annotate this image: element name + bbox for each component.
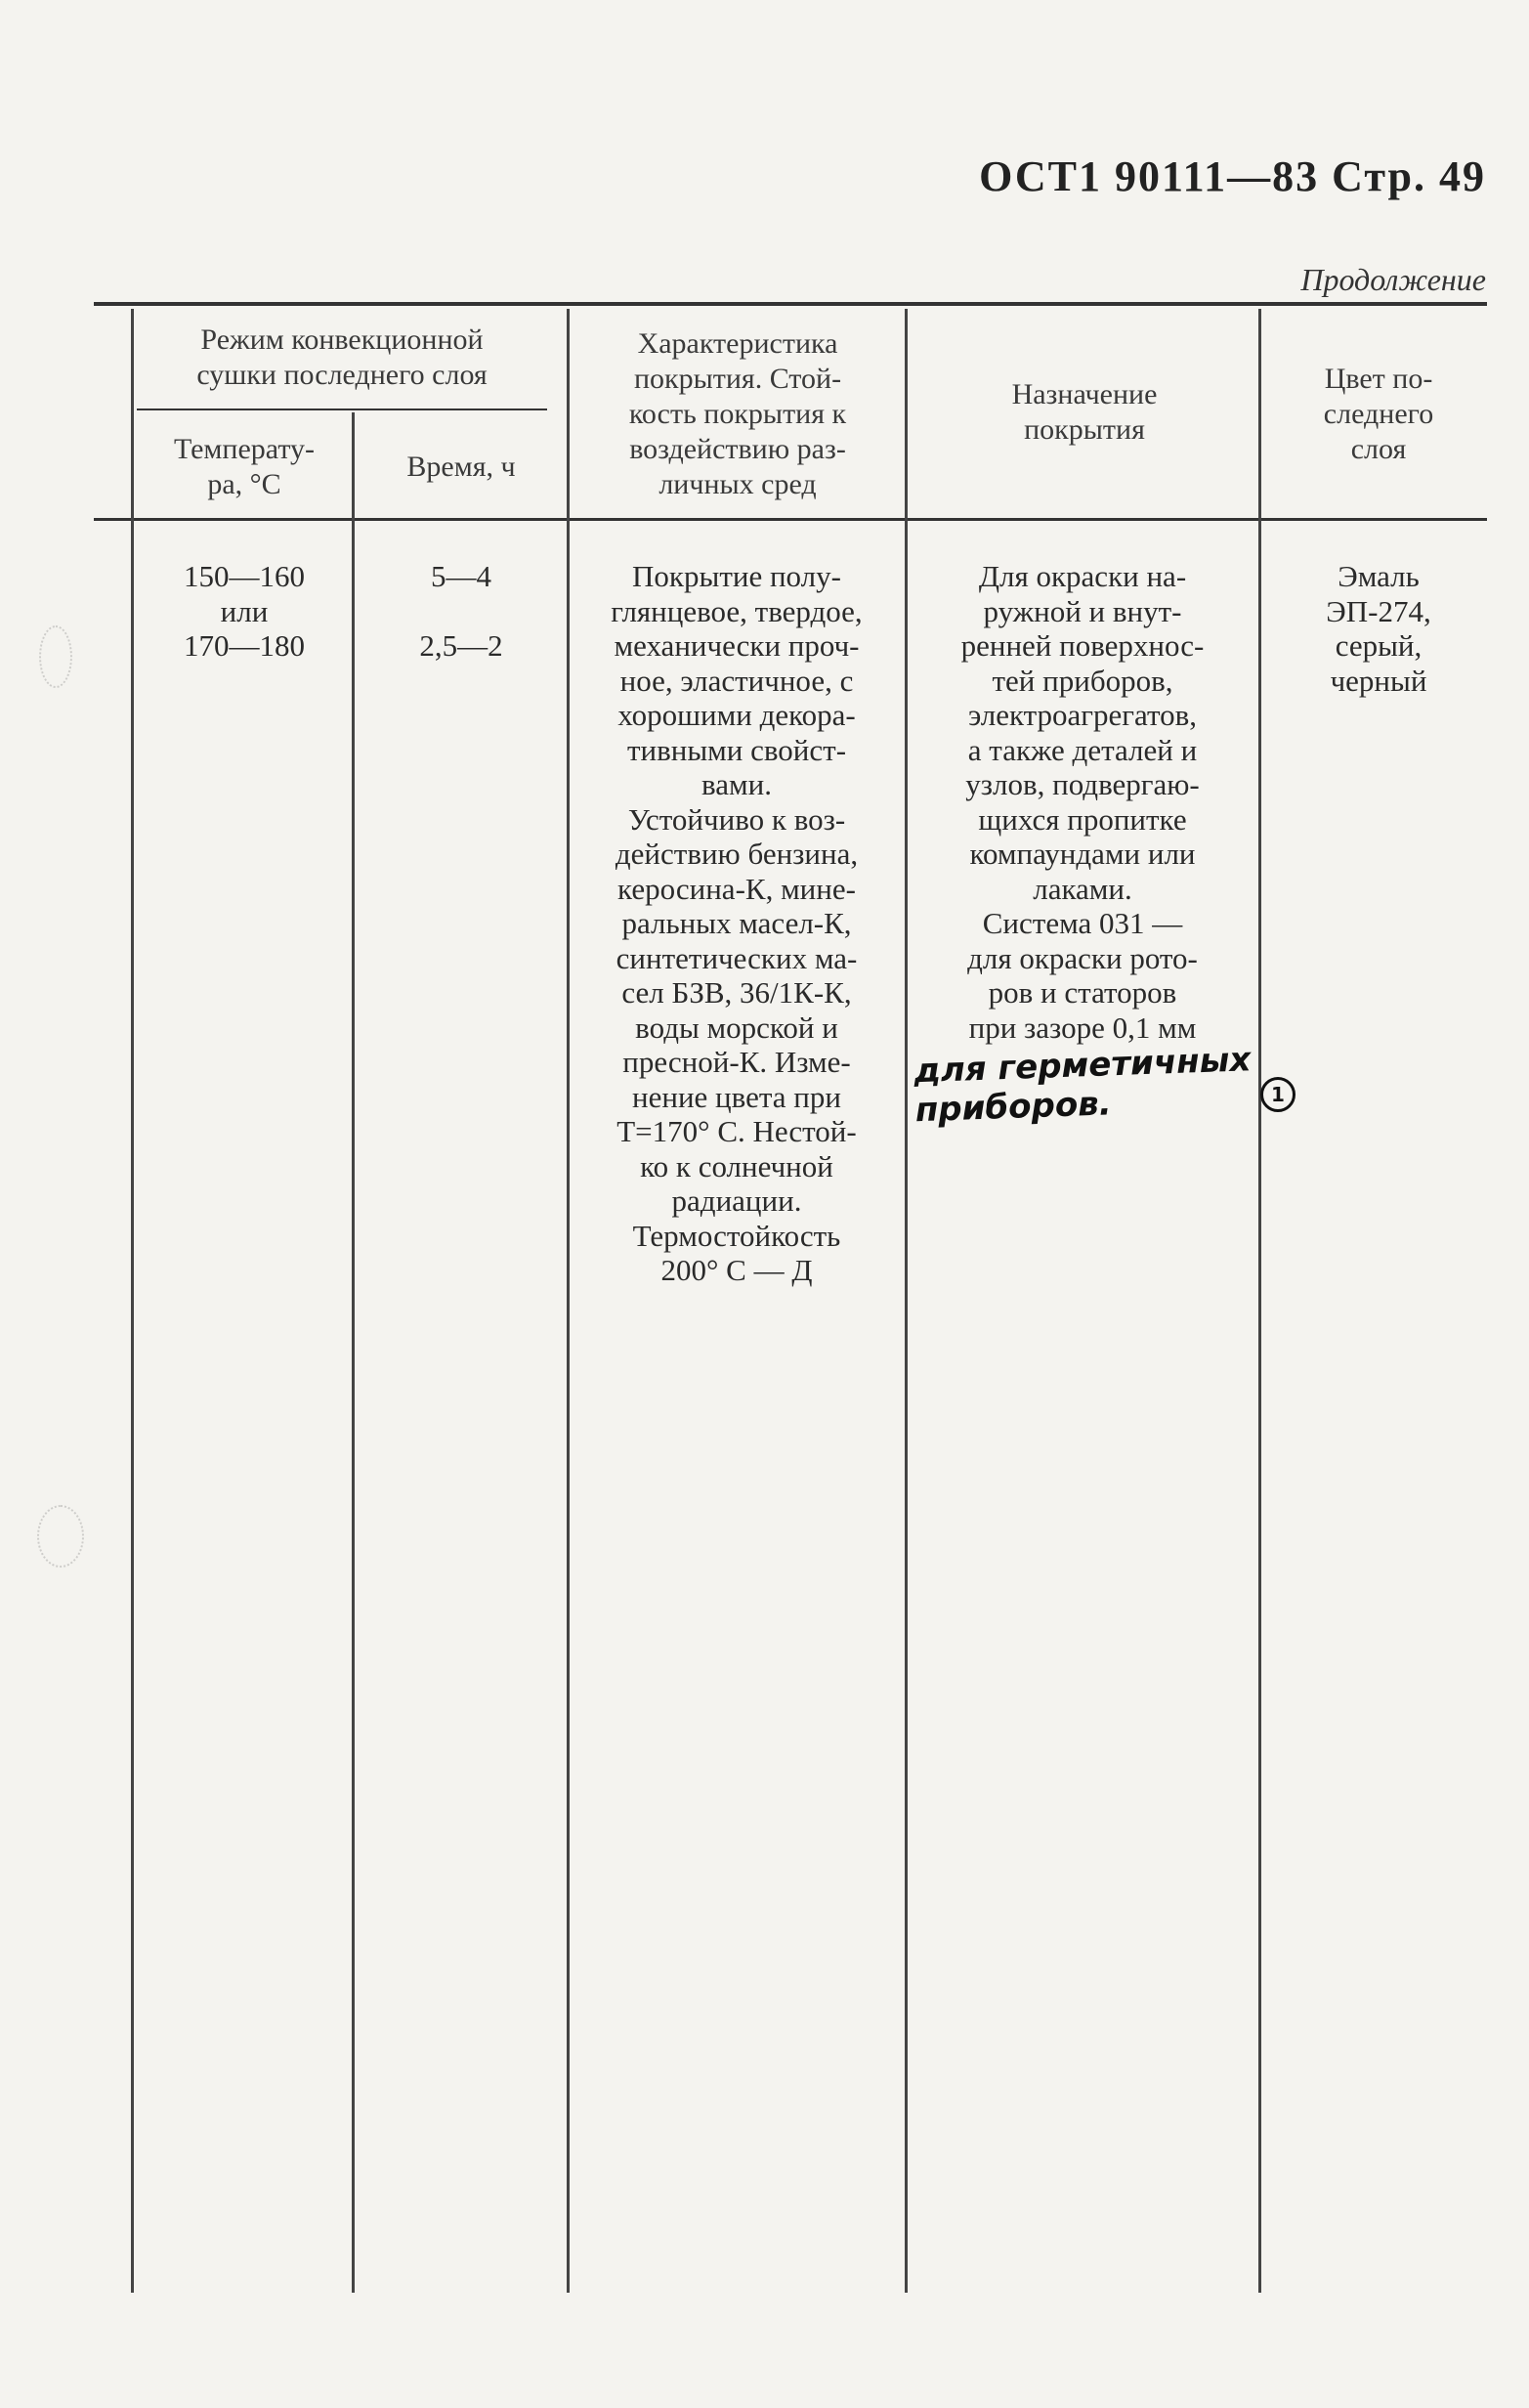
characteristic-line: действию бензина,	[615, 837, 859, 871]
characteristic-line: тивными свойст-	[626, 732, 847, 767]
characteristic-line: механически проч-	[614, 628, 860, 663]
color-line: серый,	[1335, 628, 1423, 663]
cell-temperature	[137, 559, 352, 664]
characteristic-line: Т=170° С. Нестой-	[616, 1114, 857, 1148]
purpose-line: лаками.	[1033, 871, 1132, 906]
purpose-line: электроагрегатов,	[968, 698, 1197, 732]
header-bottom-rule	[94, 518, 1487, 521]
header-drying-mode-line: сушки последнего слоя	[196, 359, 488, 391]
color-line: ЭП-274,	[1326, 593, 1431, 628]
header-purpose	[911, 377, 1258, 448]
characteristic-line: радиации.	[671, 1183, 802, 1218]
cell-time-line: 5—4	[431, 559, 491, 593]
scan-smudge	[37, 1505, 84, 1568]
drying-mode-subheader-rule	[137, 408, 547, 410]
header-characteristic	[572, 326, 904, 502]
cell-temperature-line: 150—160	[184, 559, 305, 593]
characteristic-line: Покрытие полу-	[632, 559, 841, 593]
purpose-line: ружной и внут-	[983, 593, 1182, 628]
column-rule-time-characteristic	[567, 309, 570, 2293]
header-characteristic-line: воздействию раз-	[629, 433, 846, 465]
header-time: Время, ч	[406, 451, 516, 483]
characteristic-line: Устойчиво к воз-	[627, 801, 846, 837]
purpose-line: компаундами или	[969, 837, 1196, 871]
color-line: Эмаль	[1338, 559, 1420, 593]
characteristic-line: сел БЗВ, 36/1К-К,	[621, 975, 852, 1010]
characteristic-line: хорошими декора-	[617, 698, 856, 732]
header-characteristic-line: покрытия. Стой-	[633, 363, 842, 395]
header-temperature-line: ра, °С	[207, 468, 281, 500]
cell-temperature-line: 170—180	[184, 628, 305, 663]
characteristic-line: воды морской и	[635, 1010, 838, 1045]
purpose-line: для окраски рото-	[967, 940, 1198, 975]
cell-characteristic	[573, 559, 901, 1288]
table-top-rule	[94, 302, 1487, 306]
header-drying-mode-line: Режим конвекционной	[200, 323, 484, 356]
characteristic-line: ральных масел-К,	[621, 906, 852, 940]
cell-temperature-line: или	[220, 593, 269, 628]
column-rule-temp-time	[352, 412, 355, 2293]
header-characteristic-line: кость покрытия к	[628, 398, 847, 430]
characteristic-line: Термостойкость	[632, 1218, 841, 1253]
header-temperature-line: Температу-	[173, 433, 316, 465]
handwritten-addition	[913, 1040, 1268, 1131]
cell-purpose	[911, 559, 1254, 1045]
header-purpose-line: Назначение	[1011, 378, 1158, 410]
scan-smudge	[39, 625, 72, 688]
cell-time-line: 2,5—2	[419, 628, 503, 663]
cell-color	[1264, 559, 1493, 698]
change-number-mark: 1	[1260, 1077, 1295, 1112]
header-purpose-line: покрытия	[1024, 413, 1145, 446]
column-rule-characteristic-purpose	[905, 309, 908, 2293]
header-color-line: следнего	[1323, 398, 1434, 430]
characteristic-line: пресной-К. Изме-	[622, 1045, 851, 1079]
characteristic-line: синтетических ма-	[616, 940, 858, 975]
handwritten-line: для герметичных	[913, 1040, 1252, 1092]
characteristic-line: 200° С — Д	[660, 1253, 813, 1287]
characteristic-line: керосина-К, мине-	[617, 871, 856, 906]
handwritten-line: приборов.	[914, 1084, 1113, 1131]
purpose-line: щихся пропитке	[978, 801, 1187, 837]
characteristic-line: глянцевое, твердое,	[611, 593, 863, 628]
characteristic-line: нение цвета при	[632, 1079, 841, 1114]
continuation-label: Продолжение	[1300, 262, 1486, 297]
document-code: ОСТ1 90111—83 Стр. 49	[979, 152, 1486, 200]
purpose-line: ренней поверхнос-	[960, 628, 1205, 663]
characteristic-line: ко к солнечной	[640, 1148, 833, 1183]
purpose-line: ров и статоров	[988, 975, 1177, 1010]
header-characteristic-line: Характеристика	[637, 327, 838, 360]
characteristic-line: ное, эластичное, с	[619, 663, 854, 698]
header-drying-mode	[137, 322, 547, 393]
header-temperature	[137, 432, 352, 502]
color-line: черный	[1330, 663, 1427, 698]
cell-time	[356, 559, 567, 664]
header-color-line: слоя	[1350, 433, 1407, 465]
header-color	[1264, 362, 1493, 467]
table-left-rule	[131, 309, 134, 2293]
header-color-line: Цвет по-	[1324, 363, 1433, 395]
column-rule-purpose-color	[1258, 309, 1261, 2293]
characteristic-line: вами.	[701, 767, 772, 801]
purpose-line: узлов, подвергаю-	[965, 767, 1200, 801]
purpose-line: а также деталей и	[967, 732, 1198, 767]
cell-time-line	[356, 594, 567, 629]
purpose-line: тей приборов,	[992, 663, 1173, 698]
purpose-line: при зазоре 0,1 мм	[968, 1010, 1197, 1045]
header-characteristic-line: личных сред	[658, 468, 817, 500]
purpose-line: Система 031 —	[982, 906, 1183, 940]
purpose-line: Для окраски на-	[978, 559, 1187, 593]
